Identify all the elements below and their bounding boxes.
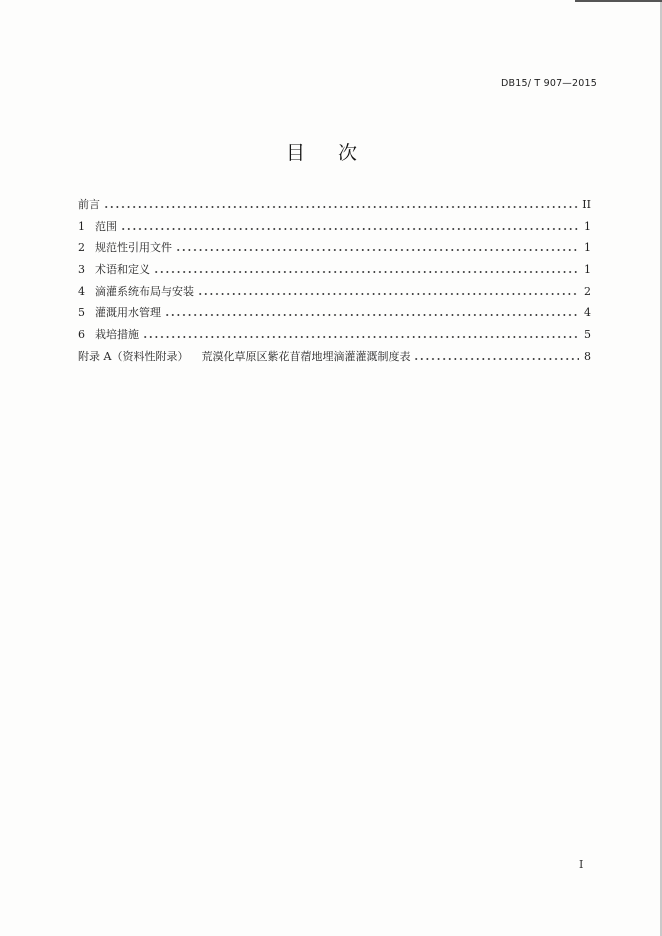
toc-entry-number: 5 — [78, 306, 85, 320]
table-of-contents — [78, 194, 591, 368]
dot-leader — [415, 352, 579, 360]
toc-entry-page: 2 — [584, 284, 591, 298]
toc-entry-page: 5 — [584, 328, 591, 342]
dot-leader — [155, 265, 579, 273]
dot-leader — [144, 330, 579, 338]
toc-entry-page: 1 — [584, 263, 591, 277]
toc-entry-title: 滴灌系统布局与安装 — [95, 284, 194, 298]
toc-entry-water-management — [78, 302, 591, 324]
toc-entry-cultivation — [78, 324, 591, 346]
toc-entry-normative-references — [78, 237, 591, 259]
scan-edge — [575, 0, 662, 2]
dot-leader — [199, 287, 579, 295]
toc-entry-title: 范围 — [95, 219, 117, 233]
footer-page-number: I — [579, 858, 584, 871]
dot-leader — [122, 222, 579, 230]
toc-entry-terms — [78, 259, 591, 281]
toc-entry-foreword — [78, 194, 591, 216]
toc-entry-title: 荒漠化草原区紫花苜蓿地埋滴灌灌溉制度表 — [201, 349, 411, 363]
toc-annex-label: 附录 A（资料性附录） — [78, 349, 189, 363]
toc-entry-title: 前言 — [78, 198, 100, 211]
toc-entry-number: 1 — [78, 219, 85, 233]
dot-leader — [177, 243, 579, 251]
page-title: 目 次 — [286, 142, 365, 164]
standard-code: DB15/ T 907—2015 — [501, 78, 597, 89]
toc-entry-number: 4 — [78, 284, 85, 298]
toc-entry-number: 6 — [78, 328, 85, 342]
toc-entry-scope — [78, 216, 591, 238]
dot-leader — [166, 308, 579, 316]
toc-entry-page: 4 — [584, 306, 591, 320]
toc-entry-number: 2 — [78, 241, 85, 255]
toc-entry-annex-a — [78, 346, 591, 368]
toc-entry-number: 3 — [78, 263, 85, 277]
toc-entry-page: 8 — [584, 349, 591, 363]
toc-entry-title: 灌溉用水管理 — [95, 306, 161, 320]
dot-leader — [105, 200, 578, 208]
toc-entry-page: 1 — [584, 241, 591, 255]
toc-entry-page: II — [582, 198, 591, 211]
toc-entry-layout — [78, 281, 591, 303]
toc-entry-title: 规范性引用文件 — [95, 241, 172, 255]
toc-entry-title: 栽培措施 — [95, 328, 139, 342]
toc-entry-title: 术语和定义 — [95, 263, 150, 277]
toc-entry-page: 1 — [584, 219, 591, 233]
